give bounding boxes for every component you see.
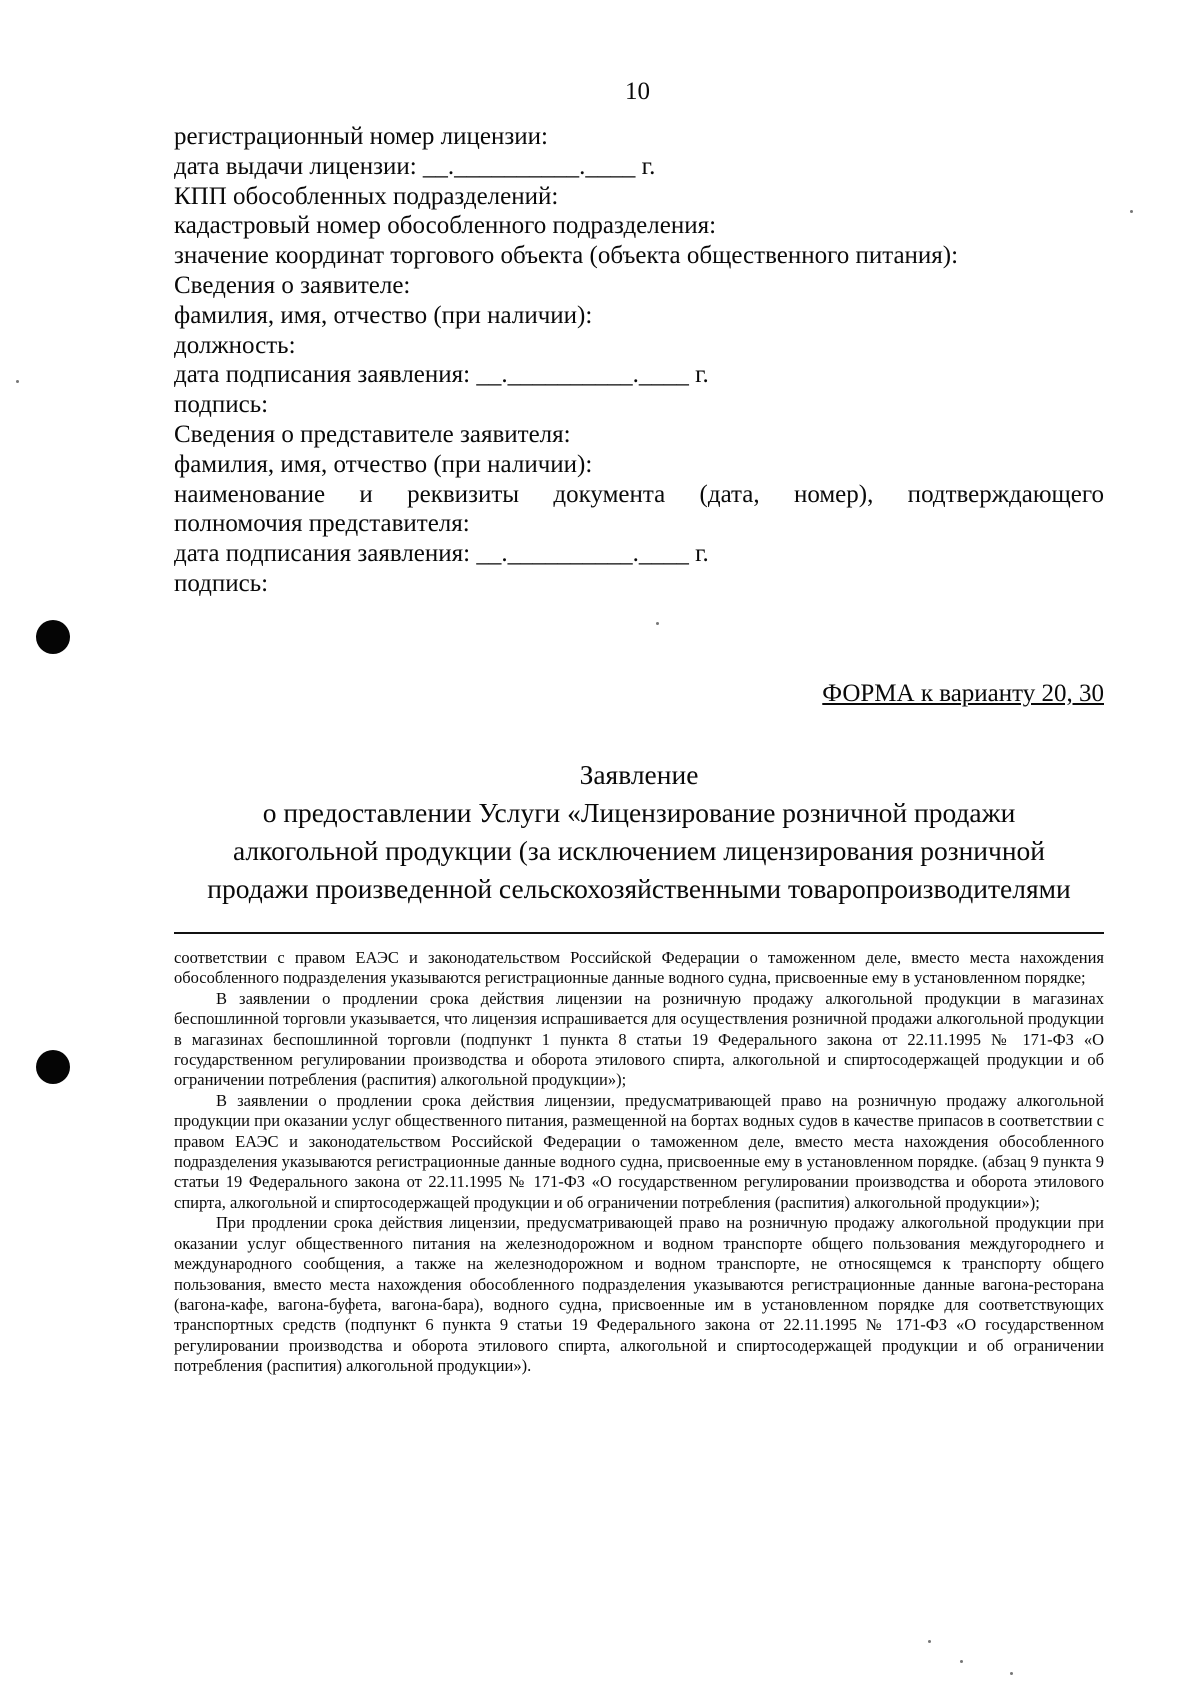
field-applicant-signature: подпись: [174, 391, 269, 419]
title-line: о предоставлении Услуги «Лицензирование розничной продажи [262, 797, 1016, 828]
title-line: продажи произведенной сельскохозяйственными товаропроизводителями [207, 873, 1071, 904]
footnote-paragraph: В заявлении о продлении срока действия лицензии, предусматривающей право на розничную продажу алкогольной продукции при оказании услуг общественного питания, размещенной на бортах водных судов в качестве припасов в соответствии с правом ЕАЭС и законодательством Российской Федерации о таможенном деле, вместо места нахождения обособленного подразделения указываются регистрационные данные водного судна, присвоенные ему в установленном порядке. (абзац 9 пункта 9 статьи 19 Федерального закона от 22.11.1995 № 171-ФЗ «О государственном регулировании производства и оборота этилового спирта, алкогольной и спиртосодержащей продукции и об ограничении потребления (распития) алкогольной продукции»); [174, 1090, 1104, 1212]
field-license-issue-date: дата выдачи лицензии: __.__________.____ г. [174, 152, 656, 180]
footnote-paragraph: соответствии с правом ЕАЭС и законодательством Российской Федерации о таможенном деле, вместо места нахождения обособленного подразделения указываются регистрационные данные водного судна, присвоенные ему в установленном порядке; [174, 948, 1104, 988]
field-applicant-name: фамилия, имя, отчество (при наличии): [174, 301, 593, 329]
footnote-paragraph: В заявлении о продлении срока действия лицензии на розничную продажу алкогольной продукции в магазинах беспошлинной торговли указывается, что лицензия испрашивается для осуществления розничной продажи алкогольной продукции в магазинах беспошлинной торговли (подпункт 1 пункта 8 статьи 19 Федерального закона от 22.11.1995 № 171-ФЗ «О государственном регулировании производства и оборота этилового спирта, алкогольной и спиртосодержащей продукции и об ограничении потребления (распития) алкогольной продукции»); [174, 988, 1104, 1090]
section-applicant: Сведения о заявителе: [174, 271, 411, 299]
title-line: алкогольной продукции (за исключением лицензирования розничной [232, 835, 1046, 866]
punch-hole-top [36, 620, 70, 654]
scan-speck [928, 1640, 931, 1643]
footnote-divider [174, 932, 1104, 934]
scan-speck [656, 622, 659, 625]
footnote-paragraph: При продлении срока действия лицензии, предусматривающей право на розничную продажу алкогольной продукции при оказании услуг общественного питания на железнодорожном и водном транспорте общего пользования междугороднего и международного сообщения, а также на железнодорожном и водном транспорте, не относящемся к транспорту общего пользования, вместо места нахождения обособленного подразделения указываются регистрационные данные вагона-ресторана (вагона-кафе, вагона-буфета, вагона-бара), водного судна, присвоенные им в установленном порядке для соответствующих транспортных средств (подпункт 6 пункта 9 статьи 19 Федерального закона от 22.11.1995 № 171-ФЗ «О государственном регулировании производства и оборота этилового спирта, алкогольной и спиртосодержащей продукции и об ограничении потребления (распития) алкогольной продукции»). [174, 1213, 1104, 1376]
scan-speck [1010, 1672, 1013, 1675]
field-representative-name: фамилия, имя, отчество (при наличии): [174, 450, 593, 478]
field-license-reg-number: регистрационный номер лицензии: [174, 123, 548, 150]
title-line: Заявление [579, 759, 699, 790]
field-kpp: КПП обособленных подразделений: [174, 182, 559, 210]
field-representative-sign-date: дата подписания заявления: __.__________.____ г. [174, 540, 709, 568]
field-representative-signature: подпись: [174, 569, 269, 597]
punch-hole-bottom [36, 1050, 70, 1084]
form-variant-label: ФОРМА к варианту 20, 30 [822, 680, 1104, 707]
form-fields [174, 122, 1104, 599]
field-authority-document-cont: полномочия представителя: [174, 510, 470, 538]
scan-speck [1130, 210, 1133, 213]
field-applicant-sign-date: дата подписания заявления: __.__________.____ г. [174, 361, 709, 389]
field-coordinates: значение координат торгового объекта (объекта общественного питания): [174, 242, 959, 270]
application-title [174, 756, 1104, 908]
scan-speck [960, 1660, 963, 1663]
field-authority-document: наименование и реквизиты документа (дата, номер), подтверждающего [174, 480, 1104, 508]
page-number: 10 [625, 78, 650, 105]
field-applicant-position: должность: [174, 331, 296, 359]
section-representative: Сведения о представителе заявителя: [174, 420, 571, 448]
footnote [174, 948, 1104, 1377]
field-cadastral-number: кадастровый номер обособленного подразделения: [174, 212, 717, 240]
scan-speck [16, 380, 19, 383]
